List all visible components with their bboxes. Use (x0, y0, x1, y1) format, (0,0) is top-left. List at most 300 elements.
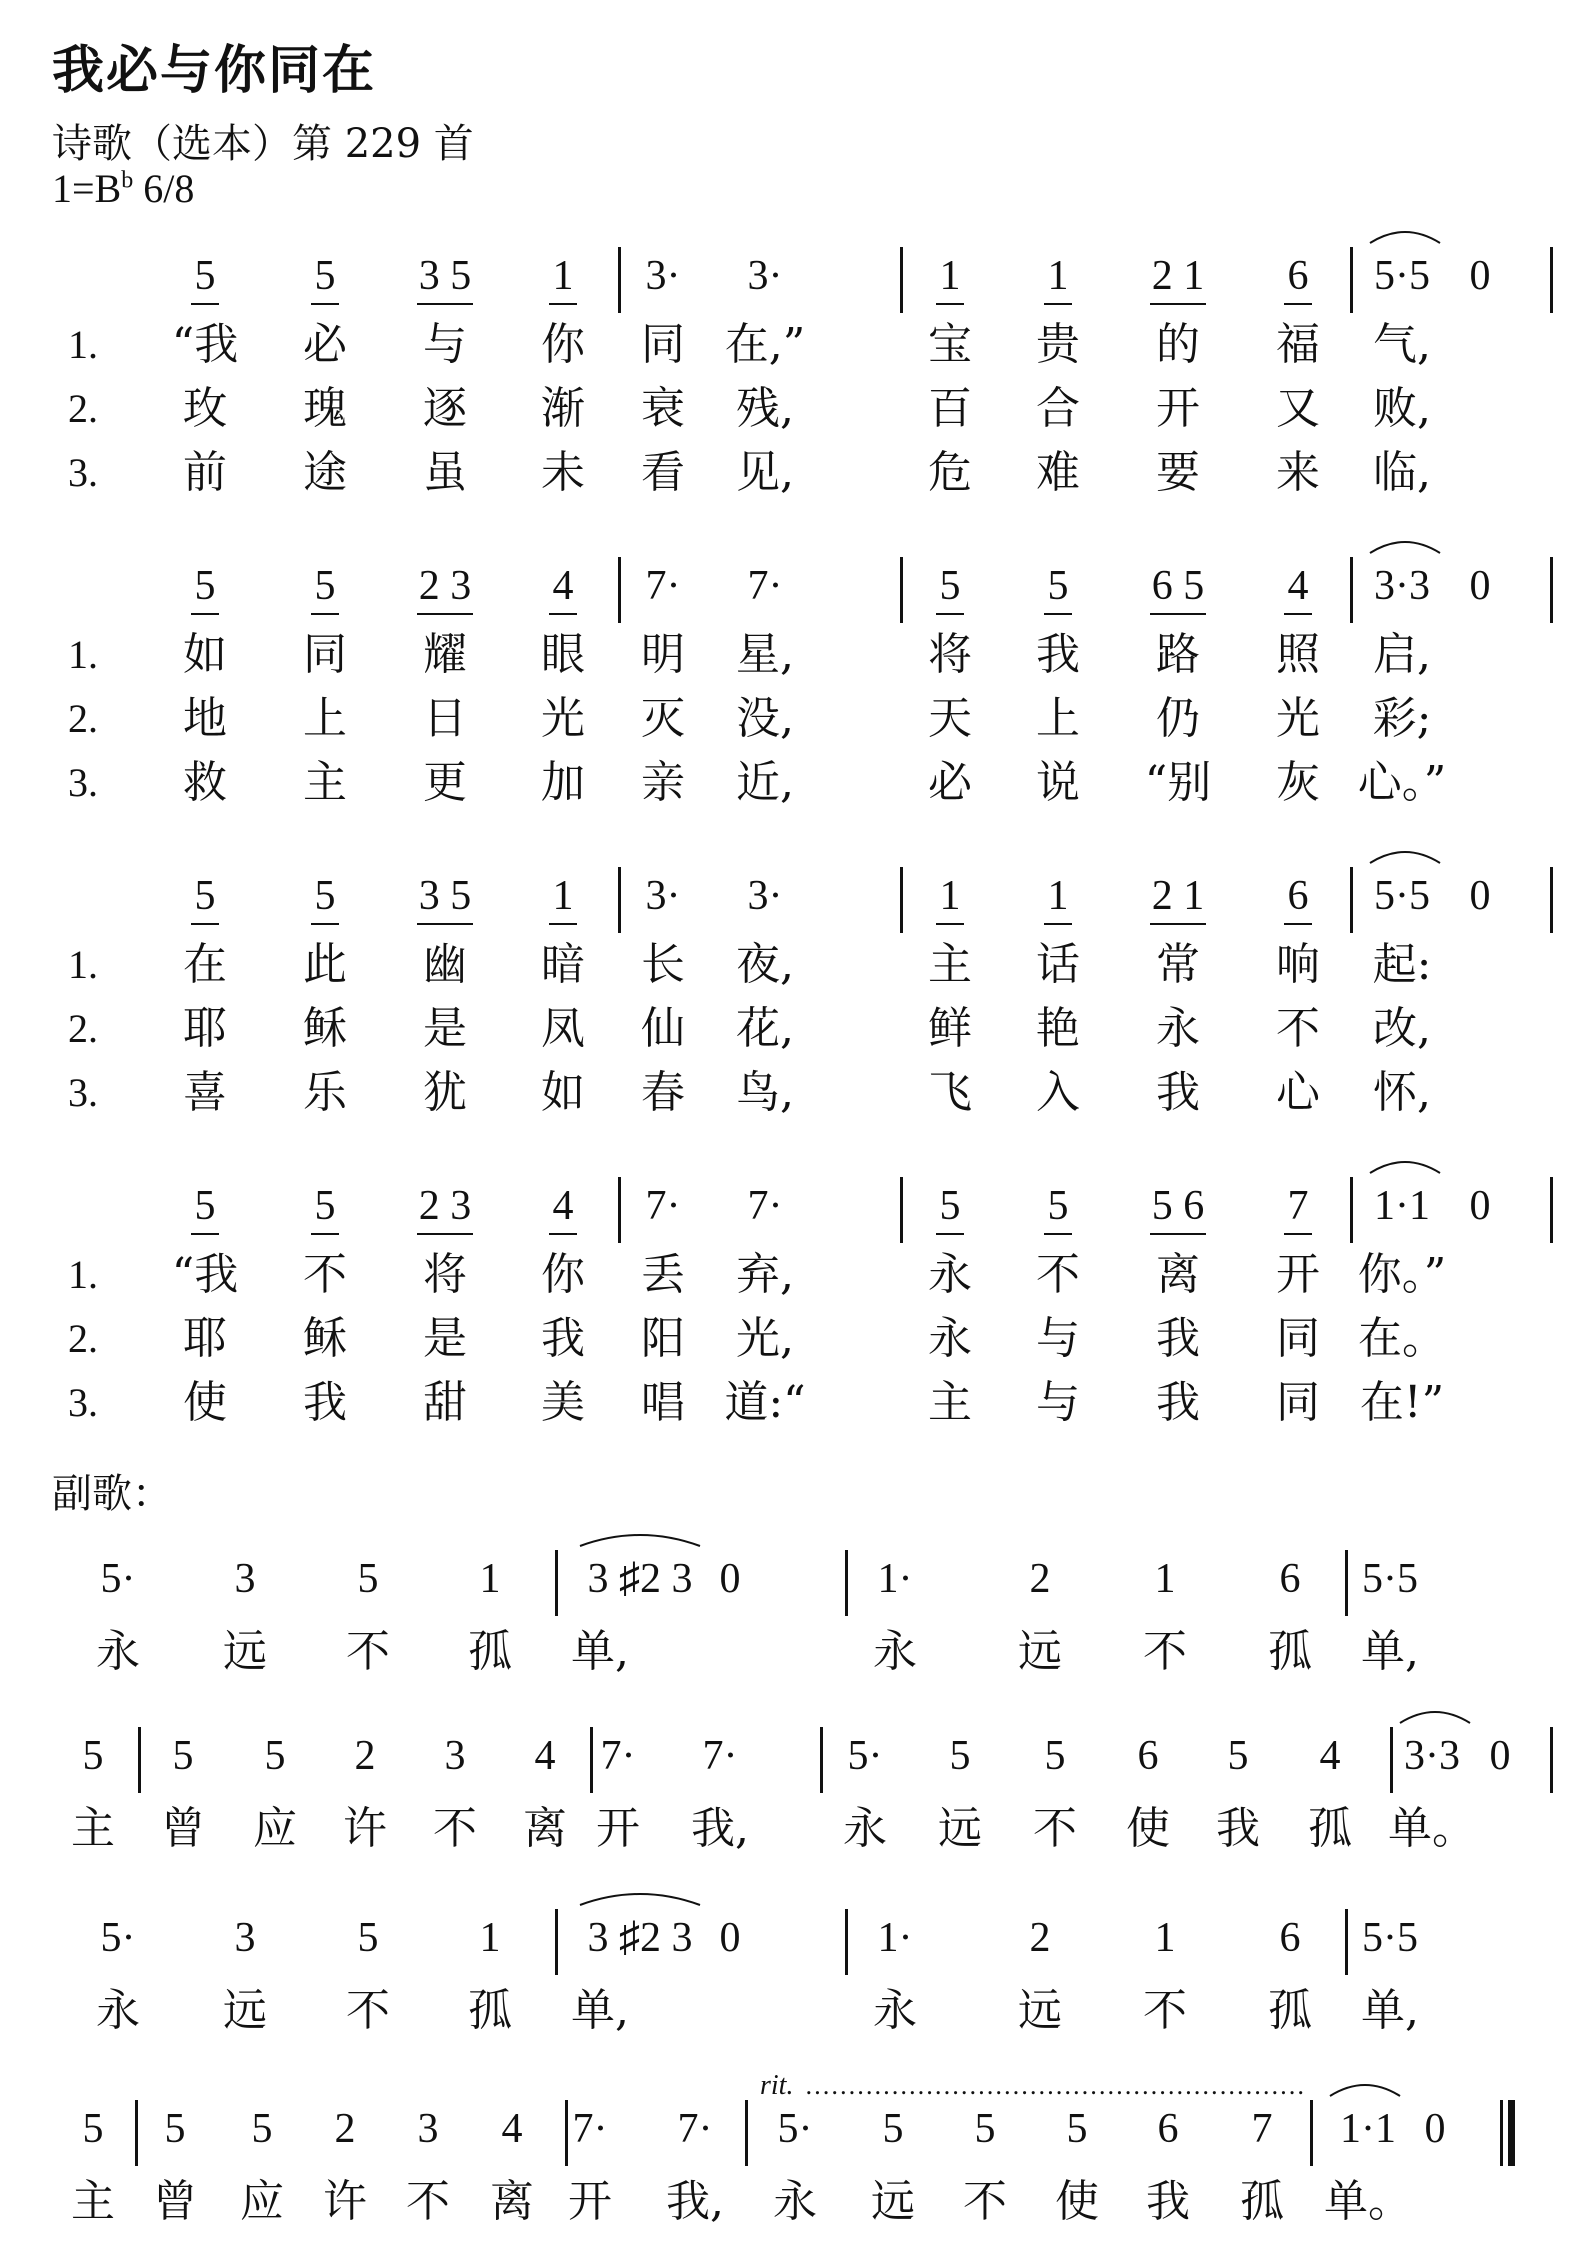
eighth-underline (311, 923, 339, 925)
lyric-syllable: 喜 (183, 1067, 227, 1118)
ritardando-dots: .......................................................... (805, 2072, 1306, 2100)
lyric-syllable: 远 (223, 1626, 267, 1677)
eighth-underline (1284, 923, 1312, 925)
final-barline-thick (1508, 2100, 1515, 2166)
beam-underline (417, 923, 473, 925)
lyric-syllable: 远 (1018, 1985, 1062, 2036)
lyric-syllable: 地 (183, 693, 227, 744)
lyric-syllable: 说 (1036, 757, 1080, 808)
jianpu-note: 1 (939, 253, 961, 299)
barline (1350, 867, 1353, 933)
eighth-underline (549, 303, 577, 305)
eighth-underline (1284, 613, 1312, 615)
lyric-syllable: “我 (171, 1249, 239, 1300)
lyric-syllable: 孤 (1308, 1803, 1352, 1854)
time-signature: 6/8 (143, 166, 195, 211)
lyric-syllable: 孤 (468, 1985, 512, 2036)
lyric-syllable: 星, (736, 629, 794, 680)
jianpu-note: 2 (354, 1733, 376, 1779)
jianpu-note: 1 (552, 253, 574, 299)
jianpu-note: 3· (747, 253, 783, 299)
lyric-syllable: 主 (928, 939, 972, 990)
jianpu-note: 5 (882, 2106, 904, 2152)
eighth-underline (549, 923, 577, 925)
slur-mark (1400, 1705, 1470, 1725)
lyric-syllable: 开 (1156, 383, 1200, 434)
jianpu-note: 0 (1424, 2106, 1446, 2152)
barline (845, 1550, 848, 1616)
jianpu-note: 1 (479, 1556, 501, 1602)
lyric-syllable: 飞 (928, 1067, 972, 1118)
barline (1350, 247, 1353, 313)
jianpu-note: 0 (1469, 873, 1491, 919)
lyric-syllable: 救 (183, 757, 227, 808)
jianpu-note: 5 (314, 873, 336, 919)
barline (555, 1550, 558, 1616)
lyric-syllable: 凤 (541, 1003, 585, 1054)
lyric-syllable: 永 (928, 1249, 972, 1300)
lyric-syllable: 不 (1276, 1003, 1320, 1054)
barline (555, 1909, 558, 1975)
lyric-syllable: 远 (223, 1985, 267, 2036)
jianpu-note: 6 (1157, 2106, 1179, 2152)
jianpu-note: 7 (1251, 2106, 1273, 2152)
lyric-syllable: 同 (303, 629, 347, 680)
lyric-syllable: 逐 (423, 383, 467, 434)
lyric-syllable: 你 (541, 1249, 585, 1300)
lyric-syllable: 主 (71, 2176, 115, 2227)
lyric-syllable: 光 (541, 693, 585, 744)
jianpu-note: 1 (1154, 1556, 1176, 1602)
lyric-syllable: 贵 (1036, 319, 1080, 370)
jianpu-note: 2 (1029, 1915, 1051, 1961)
lyric-syllable: 将 (928, 629, 972, 680)
jianpu-note: 5 (194, 873, 216, 919)
lyric-syllable: 永 (96, 1985, 140, 2036)
lyric-syllable: 远 (938, 1803, 982, 1854)
lyric-syllable: 未 (541, 447, 585, 498)
barline (1345, 1909, 1348, 1975)
lyric-syllable: 主 (303, 757, 347, 808)
jianpu-note: 5 (1047, 563, 1069, 609)
beam-underline (417, 303, 473, 305)
lyric-syllable: 在 (183, 939, 227, 990)
flat-sign: b (121, 167, 134, 194)
jianpu-note: 0 (1469, 253, 1491, 299)
lyric-syllable: 见, (736, 447, 794, 498)
jianpu-note: 2 (334, 2106, 356, 2152)
lyric-syllable: 单, (1361, 1985, 1419, 2036)
lyric-syllable: 光, (736, 1313, 794, 1364)
jianpu-note: 7· (747, 1183, 783, 1229)
lyric-syllable: 曾 (161, 1803, 205, 1854)
lyric-syllable: 此 (303, 939, 347, 990)
barline (845, 1909, 848, 1975)
eighth-underline (311, 303, 339, 305)
slur-mark (580, 1887, 700, 1907)
jianpu-note: 7· (572, 2106, 608, 2152)
verse-number: 3. (68, 1070, 98, 1115)
lyric-syllable: 永 (873, 1985, 917, 2036)
barline (900, 247, 903, 313)
eighth-underline (936, 923, 964, 925)
lyric-syllable: 长 (641, 939, 685, 990)
slur-mark (1370, 225, 1440, 245)
lyric-syllable: 福 (1276, 319, 1320, 370)
jianpu-note: 5·5 (1362, 1556, 1418, 1602)
jianpu-note: 5 (1047, 1183, 1069, 1229)
lyric-syllable: “我 (171, 319, 239, 370)
jianpu-note: 3 ♯2 3 (587, 1915, 693, 1961)
lyric-syllable: 又 (1276, 383, 1320, 434)
lyric-syllable: 残, (736, 383, 794, 434)
jianpu-note: 1 (1047, 873, 1069, 919)
lyric-syllable: 甜 (423, 1377, 467, 1428)
jianpu-note: 6 (1137, 1733, 1159, 1779)
slur-mark (1330, 2078, 1400, 2098)
jianpu-note: 5 6 (1151, 1183, 1205, 1229)
lyric-syllable: 与 (1036, 1313, 1080, 1364)
lyric-syllable: 鲜 (928, 1003, 972, 1054)
jianpu-note: 5 (1066, 2106, 1088, 2152)
barline (565, 2100, 568, 2166)
lyric-syllable: 与 (423, 319, 467, 370)
jianpu-note: 7· (747, 563, 783, 609)
verse-number: 2. (68, 1006, 98, 1051)
jianpu-note: 5· (100, 1556, 136, 1602)
lyric-syllable: 耀 (423, 629, 467, 680)
lyric-syllable: 将 (423, 1249, 467, 1300)
lyric-syllable: 应 (240, 2176, 284, 2227)
lyric-syllable: 怀, (1373, 1067, 1431, 1118)
lyric-syllable: 上 (1036, 693, 1080, 744)
lyric-syllable: 耶 (183, 1003, 227, 1054)
lyric-syllable: 单, (571, 1985, 629, 2036)
jianpu-note: 0 (1489, 1733, 1511, 1779)
lyric-syllable: 孤 (1268, 1985, 1312, 2036)
beam-underline (1150, 613, 1206, 615)
lyric-syllable: 看 (641, 447, 685, 498)
barline (618, 247, 621, 313)
jianpu-note: 2 3 (418, 563, 472, 609)
lyric-syllable: 临, (1373, 447, 1431, 498)
eighth-underline (936, 613, 964, 615)
eighth-underline (191, 303, 219, 305)
lyric-syllable: 来 (1276, 447, 1320, 498)
eighth-underline (936, 303, 964, 305)
lyric-syllable: 必 (303, 319, 347, 370)
slur-mark (580, 1528, 700, 1548)
lyric-syllable: 路 (1156, 629, 1200, 680)
lyric-syllable: 永 (1156, 1003, 1200, 1054)
lyric-syllable: 春 (641, 1067, 685, 1118)
lyric-syllable: 道:“ (724, 1377, 806, 1428)
lyric-syllable: 主 (928, 1377, 972, 1428)
jianpu-note: 6 (1279, 1915, 1301, 1961)
lyric-syllable: 幽 (423, 939, 467, 990)
lyric-syllable: 开 (596, 1803, 640, 1854)
jianpu-note: 4 (501, 2106, 523, 2152)
jianpu-note: 3 5 (418, 873, 472, 919)
lyric-syllable: 必 (928, 757, 972, 808)
jianpu-note: 0 (719, 1556, 741, 1602)
lyric-syllable: 不 (406, 2176, 450, 2227)
verse-number: 2. (68, 696, 98, 741)
lyric-syllable: 光 (1276, 693, 1320, 744)
lyric-syllable: 艳 (1036, 1003, 1080, 1054)
eighth-underline (1284, 1233, 1312, 1235)
jianpu-note: 0 (719, 1915, 741, 1961)
lyric-syllable: 离 (1156, 1249, 1200, 1300)
lyric-syllable: 亲 (641, 757, 685, 808)
lyric-syllable: 稣 (303, 1313, 347, 1364)
lyric-syllable: 孤 (468, 1626, 512, 1677)
lyric-syllable: 乐 (303, 1067, 347, 1118)
lyric-syllable: 不 (963, 2176, 1007, 2227)
barline (618, 557, 621, 623)
lyric-syllable: 同 (1276, 1377, 1320, 1428)
lyric-syllable: 开 (1276, 1249, 1320, 1300)
slur-mark (1370, 845, 1440, 865)
lyric-syllable: 响 (1276, 939, 1320, 990)
jianpu-note: 5 (939, 563, 961, 609)
jianpu-note: 5 (314, 563, 336, 609)
barline (618, 1177, 621, 1243)
lyric-syllable: 灰 (1276, 757, 1320, 808)
lyric-syllable: 单, (1361, 1626, 1419, 1677)
jianpu-note: 1· (877, 1556, 913, 1602)
lyric-syllable: 如 (541, 1067, 585, 1118)
jianpu-note: 5· (847, 1733, 883, 1779)
lyric-syllable: 使 (1126, 1803, 1170, 1854)
beam-underline (1150, 923, 1206, 925)
lyric-syllable: 暗 (541, 939, 585, 990)
barline (745, 2100, 748, 2166)
lyric-syllable: 曾 (153, 2176, 197, 2227)
ritardando-marking: rit. (760, 2070, 794, 2101)
jianpu-note: 4 (552, 563, 574, 609)
verse-number: 3. (68, 1380, 98, 1425)
lyric-syllable: 仙 (641, 1003, 685, 1054)
lyric-syllable: 我 (1216, 1803, 1260, 1854)
lyric-syllable: 改, (1373, 1003, 1431, 1054)
jianpu-note: 5 (251, 2106, 273, 2152)
verse-number: 1. (68, 322, 98, 367)
eighth-underline (1044, 613, 1072, 615)
lyric-syllable: 不 (1143, 1985, 1187, 2036)
lyric-syllable: 永 (773, 2176, 817, 2227)
verse-number: 2. (68, 1316, 98, 1361)
lyric-syllable: 同 (1276, 1313, 1320, 1364)
lyric-syllable: 败, (1373, 383, 1431, 434)
lyric-syllable: 心 (1276, 1067, 1320, 1118)
lyric-syllable: 仍 (1156, 693, 1200, 744)
lyric-syllable: 与 (1036, 1377, 1080, 1428)
jianpu-note: 4 (1319, 1733, 1341, 1779)
beam-underline (417, 613, 473, 615)
jianpu-note: 2 1 (1151, 253, 1205, 299)
lyric-syllable: “别 (1144, 757, 1212, 808)
lyric-syllable: 你。” (1357, 1249, 1447, 1300)
chorus-label: 副歌： (52, 1471, 172, 1517)
lyric-syllable: 没, (736, 693, 794, 744)
lyric-syllable: 花, (736, 1003, 794, 1054)
verse-number: 3. (68, 450, 98, 495)
lyric-syllable: 使 (183, 1377, 227, 1428)
jianpu-note: 6 5 (1151, 563, 1205, 609)
jianpu-note: 5 (1044, 1733, 1066, 1779)
lyric-syllable: 虽 (423, 447, 467, 498)
barline (1550, 1177, 1553, 1243)
lyric-syllable: 要 (1156, 447, 1200, 498)
jianpu-note: 5 (314, 253, 336, 299)
lyric-syllable: 入 (1036, 1067, 1080, 1118)
slur-mark (1370, 535, 1440, 555)
jianpu-note: 3· (645, 253, 681, 299)
lyric-syllable: 加 (541, 757, 585, 808)
jianpu-note: 3 (234, 1556, 256, 1602)
jianpu-note: 1·1 (1374, 1183, 1430, 1229)
lyric-syllable: 耶 (183, 1313, 227, 1364)
lyric-syllable: 许 (323, 2176, 367, 2227)
barline (820, 1727, 823, 1793)
jianpu-note: 0 (1469, 1183, 1491, 1229)
lyric-syllable: 起: (1372, 939, 1432, 990)
lyric-syllable: 永 (928, 1313, 972, 1364)
lyric-syllable: 远 (871, 2176, 915, 2227)
jianpu-note: 5 (1227, 1733, 1249, 1779)
lyric-syllable: 离 (523, 1803, 567, 1854)
lyric-syllable: 更 (423, 757, 467, 808)
jianpu-note: 5 (949, 1733, 971, 1779)
jianpu-note: 3 5 (418, 253, 472, 299)
jianpu-note: 3 (234, 1915, 256, 1961)
lyric-syllable: 我 (541, 1313, 585, 1364)
jianpu-note: 2 1 (1151, 873, 1205, 919)
key-signature (52, 165, 194, 212)
lyric-syllable: 彩; (1372, 693, 1432, 744)
lyric-syllable: 永 (843, 1803, 887, 1854)
lyric-syllable: 我 (303, 1377, 347, 1428)
jianpu-note: 3 (444, 1733, 466, 1779)
barline (1350, 1177, 1353, 1243)
lyric-syllable: 我, (691, 1803, 749, 1854)
lyric-syllable: 我 (1036, 629, 1080, 680)
lyric-syllable: 远 (1018, 1626, 1062, 1677)
lyric-syllable: 应 (253, 1803, 297, 1854)
jianpu-note: 5·5 (1374, 873, 1430, 919)
verse-number: 1. (68, 632, 98, 677)
lyric-syllable: 宝 (928, 319, 972, 370)
lyric-syllable: 我 (1156, 1377, 1200, 1428)
lyric-syllable: 稣 (303, 1003, 347, 1054)
song-title: 我必与你同在 (52, 41, 377, 101)
hymnal-reference: 诗歌（选本）第 229 首 (52, 121, 474, 167)
jianpu-note: 3 (417, 2106, 439, 2152)
lyric-syllable: 单。 (1324, 2176, 1412, 2227)
lyric-syllable: 唱 (641, 1377, 685, 1428)
jianpu-note: 5 (194, 253, 216, 299)
verse-number: 1. (68, 1252, 98, 1297)
barline (900, 557, 903, 623)
lyric-syllable: 不 (1036, 1249, 1080, 1300)
eighth-underline (1044, 303, 1072, 305)
eighth-underline (936, 1233, 964, 1235)
lyric-syllable: 玫 (183, 383, 227, 434)
jianpu-note: 5 (264, 1733, 286, 1779)
lyric-syllable: 灭 (641, 693, 685, 744)
jianpu-note: 5 (194, 1183, 216, 1229)
lyric-syllable: 阳 (641, 1313, 685, 1364)
barline (900, 867, 903, 933)
lyric-syllable: 启, (1373, 629, 1431, 680)
jianpu-note: 0 (1469, 563, 1491, 609)
barline (135, 2100, 138, 2166)
jianpu-note: 5 (172, 1733, 194, 1779)
lyric-syllable: 单, (571, 1626, 629, 1677)
lyric-syllable: 天 (928, 693, 972, 744)
barline (1310, 2100, 1313, 2166)
eighth-underline (549, 613, 577, 615)
jianpu-note: 7· (600, 1733, 636, 1779)
lyric-syllable: 在。 (1358, 1313, 1446, 1364)
lyric-syllable: 合 (1036, 383, 1080, 434)
lyric-syllable: 渐 (541, 383, 585, 434)
lyric-syllable: 日 (423, 693, 467, 744)
lyric-syllable: 话 (1036, 939, 1080, 990)
jianpu-note: 6 (1279, 1556, 1301, 1602)
jianpu-note: 5 (82, 1733, 104, 1779)
jianpu-note: 7· (645, 1183, 681, 1229)
barline (1550, 1727, 1553, 1793)
lyric-syllable: 不 (1143, 1626, 1187, 1677)
jianpu-note: 2 (1029, 1556, 1051, 1602)
jianpu-note: 5 (357, 1556, 379, 1602)
barline (138, 1727, 141, 1793)
jianpu-note: 6 (1287, 873, 1309, 919)
lyric-syllable: 开 (568, 2176, 612, 2227)
lyric-syllable: 我, (666, 2176, 724, 2227)
eighth-underline (311, 613, 339, 615)
barline (1550, 867, 1553, 933)
jianpu-note: 1· (877, 1915, 913, 1961)
lyric-syllable: 在,” (724, 319, 806, 370)
barline (900, 1177, 903, 1243)
jianpu-note: 6 (1287, 253, 1309, 299)
jianpu-note: 5 (974, 2106, 996, 2152)
jianpu-note: 1 (1047, 253, 1069, 299)
verse-number: 2. (68, 386, 98, 431)
lyric-syllable: 照 (1276, 629, 1320, 680)
lyric-syllable: 的 (1156, 319, 1200, 370)
jianpu-note: 4 (534, 1733, 556, 1779)
jianpu-note: 3· (747, 873, 783, 919)
eighth-underline (191, 613, 219, 615)
jianpu-note: 3· (645, 873, 681, 919)
beam-underline (1150, 1233, 1206, 1235)
jianpu-note: 1 (552, 873, 574, 919)
lyric-syllable: 百 (928, 383, 972, 434)
lyric-syllable: 不 (346, 1626, 390, 1677)
lyric-syllable: 不 (1033, 1803, 1077, 1854)
key-label: 1=B (52, 166, 122, 211)
lyric-syllable: 是 (423, 1313, 467, 1364)
beam-underline (1150, 303, 1206, 305)
barline (1550, 557, 1553, 623)
jianpu-note: 1 (939, 873, 961, 919)
jianpu-note: 5·5 (1374, 253, 1430, 299)
jianpu-note: 5 (357, 1915, 379, 1961)
